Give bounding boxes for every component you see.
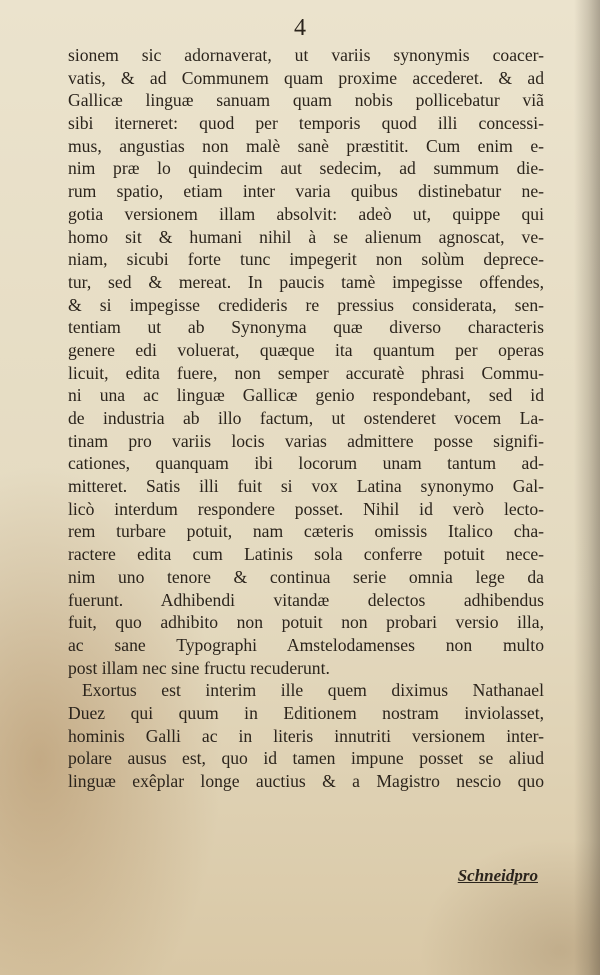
text-line: rem turbare potuit, nam cæteris omissis Italico cha- <box>68 521 544 542</box>
text-line: fuerunt. Adhibendi vitandæ delectos adhibendus <box>68 589 544 610</box>
text-line: tinam pro variis locis varias admittere posse signifi- <box>68 430 544 451</box>
catchword-line <box>68 866 538 886</box>
text-line: Exortus est interim ille quem diximus Nathanael <box>82 680 544 701</box>
text-line: & si impegisse credideris re pressius considerata, sen- <box>68 294 544 315</box>
text-line: tur, sed & mereat. In paucis tamè impegisse offendes, <box>68 271 544 292</box>
text-line: ac sane Typographi Amstelodamenses non multo <box>68 634 544 655</box>
text-line: hominis Galli ac in literis innutriti versionem inter- <box>68 725 544 746</box>
text-line: Gallicæ linguæ sanuam quam nobis pollicebatur viã <box>68 90 544 111</box>
text-line: licuit, edita fuere, non semper accuratè phrasi Commu- <box>68 362 544 383</box>
text-line: nim præ lo quindecim aut sedecim, ad summum die- <box>68 158 544 179</box>
paragraph-2 <box>68 679 544 792</box>
text-line: de industria ab illo factum, ut ostenderet vocem La- <box>68 408 544 428</box>
paragraph-1 <box>68 44 544 679</box>
text-line: tentiam ut ab Synonyma quæ diverso characteris <box>68 317 544 338</box>
catchword: Schneidpro <box>457 866 538 885</box>
text-line: fuit, quo adhibito non potuit non probari versio illa, <box>68 612 544 633</box>
text-line: licò interdum respondere posset. Nihil id verò lecto- <box>68 498 544 519</box>
text-line: niam, sicubi forte tunc impegerit non solùm deprece- <box>68 249 544 270</box>
body-text <box>68 44 544 793</box>
text-line: linguæ exêplar longe auctius & a Magistro nescio quo <box>68 771 544 791</box>
text-line: genere edi voluerat, quæque ita quantum per operas <box>68 339 544 360</box>
text-line: post illam nec sine fructu recuderunt. <box>68 657 330 678</box>
text-line: vatis, & ad Communem quam proxime accederet. & ad <box>68 67 544 88</box>
text-line: mus, angustias non malè sanè præstitit. Cum enim e- <box>68 135 544 156</box>
text-line: rum spatio, etiam inter varia quibus distinebatur ne- <box>68 181 544 202</box>
text-line: ractere edita cum Latinis sola conferre potuit nece- <box>68 544 544 565</box>
text-line: nim uno tenore & continua serie omnia lege da <box>68 566 544 587</box>
text-line: sionem sic adornaverat, ut variis synonymis coacer- <box>68 45 544 65</box>
text-line: mitteret. Satis illi fuit si vox Latina synonymo Gal- <box>68 476 544 497</box>
text-line: polare ausus est, quo id tamen impune posset se aliud <box>68 748 544 769</box>
text-line: cationes, quanquam ibi locorum unam tantum ad- <box>68 453 544 474</box>
text-line: homo sit & humani nihil à se alienum agnoscat, ve- <box>68 226 544 247</box>
page-gutter-shadow <box>574 0 600 975</box>
text-line: Duez qui quum in Editionem nostram inviolasset, <box>68 702 544 723</box>
text-line: ni una ac linguæ Gallicæ genio respondebant, sed id <box>68 385 544 406</box>
page-number: 4 <box>294 15 306 41</box>
text-line: gotia versionem illam absolvit: adeò ut, quippe qui <box>68 203 544 224</box>
text-line: sibi iterneret: quod per temporis quod illi concessi- <box>68 113 544 134</box>
